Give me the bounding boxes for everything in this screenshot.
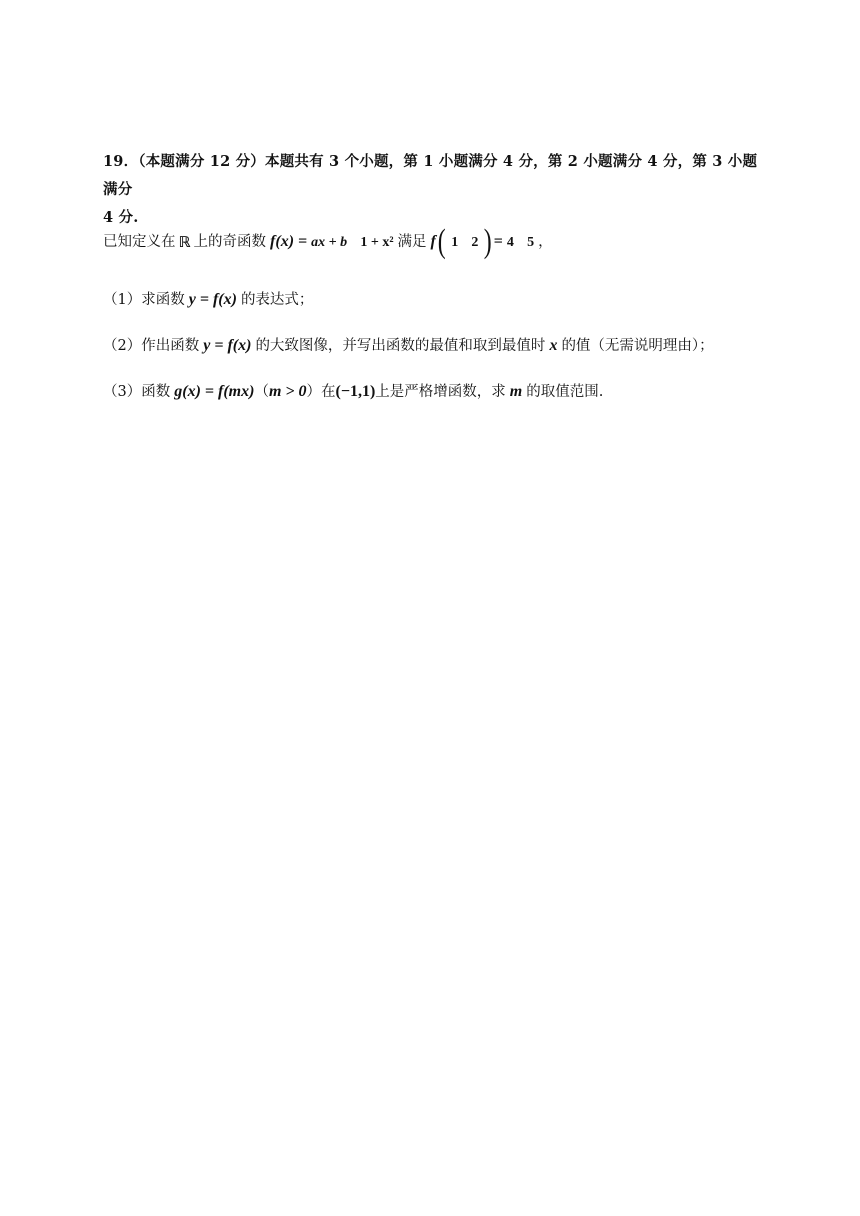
argument-fraction <box>449 232 480 252</box>
q1-expression: y = f(x) <box>188 291 237 308</box>
real-set-symbol: ℝ <box>178 233 191 251</box>
q2-label: （2）作出函数 <box>103 338 200 354</box>
value-numerator: 4 <box>506 235 514 250</box>
q3-interval: (−1,1) <box>335 383 376 400</box>
fraction-denominator: 1 + x² <box>360 235 394 250</box>
header-line-1: 19．（本题满分 12 分）本题共有 3 个小题，第 1 小题满分 4 分，第 2 小题满分 4 分，第 3 小题满分 <box>103 153 758 198</box>
q3-middle: 上是严格增函数，求 <box>375 384 506 400</box>
header-line-2: 4 分. <box>103 209 139 226</box>
q1-tail: 的表达式； <box>240 292 314 308</box>
fraction-numerator: ax + b <box>311 235 348 250</box>
given-statement: 已知定义在 ℝ 上的奇函数 f(x) = ax + b 1 + x² 满足 f ( 1 2 ) = 4 5 ， <box>103 223 553 260</box>
satisfies-text: 满足 <box>397 234 427 250</box>
q2-variable: x <box>549 337 558 354</box>
q3-label: （3）函数 <box>103 384 171 400</box>
value-fraction <box>505 232 536 252</box>
problem-header <box>103 148 765 232</box>
q3-expression: g(x) = f(mx) <box>174 383 255 400</box>
q3-cond-open: （ <box>254 384 269 400</box>
value-denominator: 5 <box>527 235 535 250</box>
func-definition-fraction <box>309 232 395 252</box>
argument-numerator: 1 <box>451 235 459 250</box>
question-2 <box>103 334 765 358</box>
q3-condition: m > 0 <box>268 383 307 400</box>
q3-variable: m <box>509 383 523 400</box>
given-middle: 上的奇函数 <box>193 234 267 250</box>
question-1 <box>103 288 765 312</box>
q3-cond-close: ）在 <box>306 384 336 400</box>
q2-tail: 的值（无需说明理由）； <box>561 338 714 354</box>
q3-tail: 的取值范围. <box>526 384 604 400</box>
given-prefix: 已知定义在 <box>103 234 176 250</box>
given-tail: ， <box>538 234 553 250</box>
question-3 <box>103 380 765 404</box>
argument-denominator: 2 <box>471 235 479 250</box>
q2-expression: y = f(x) <box>203 337 252 354</box>
func-definition-lhs: f(x) = <box>270 233 308 250</box>
q1-label: （1）求函数 <box>103 292 185 308</box>
q2-middle: 的大致图像，并写出函数的最值和取到最值时 <box>255 338 546 354</box>
equals-sign: = <box>493 233 503 250</box>
f-symbol: f <box>430 233 436 250</box>
